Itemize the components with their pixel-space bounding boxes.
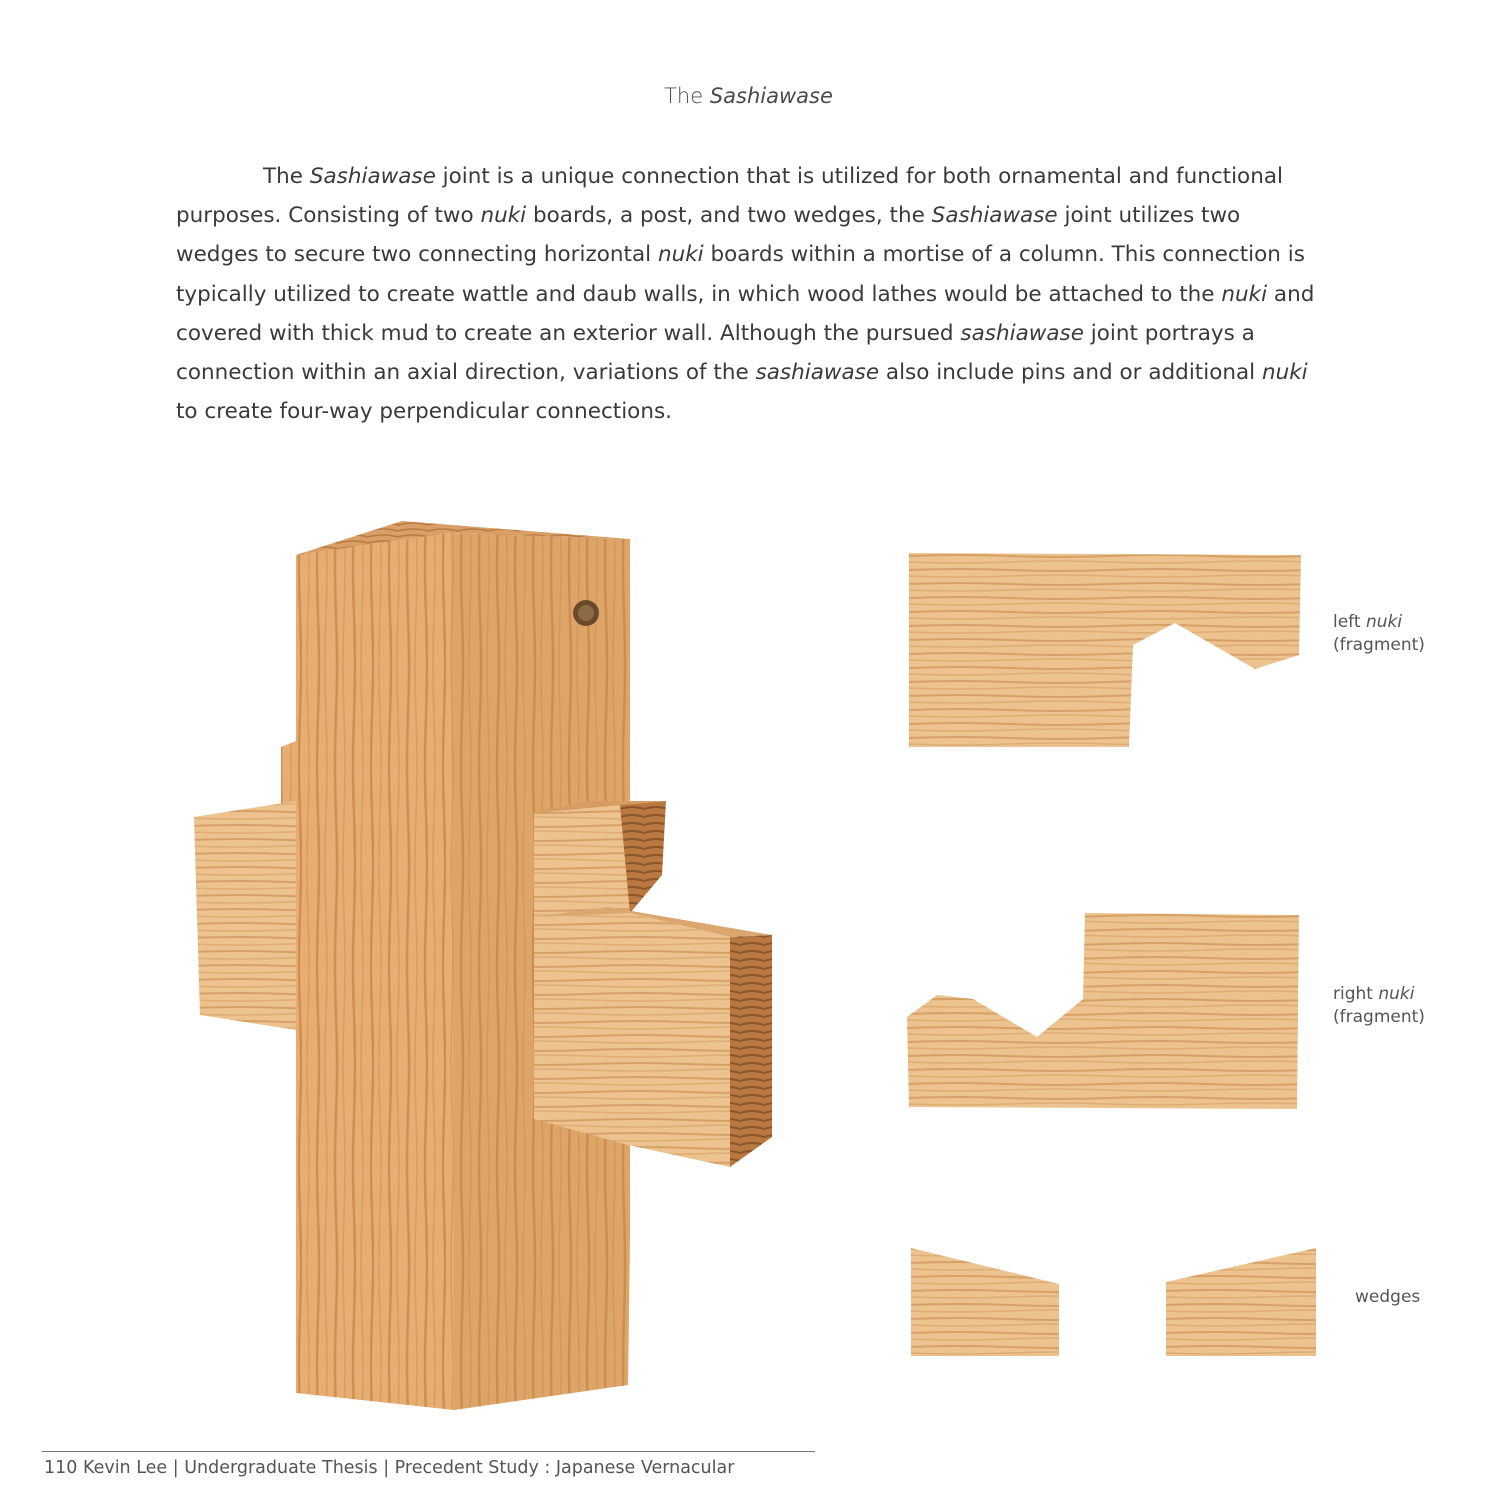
paragraph-emphasis: Sashiawase: [931, 203, 1058, 229]
body-paragraph: [176, 157, 1326, 431]
left-wedge-shape: [911, 1248, 1059, 1356]
paragraph-run: boards, a post, and two wedges, the: [526, 203, 932, 229]
right-nuki-photo: [907, 913, 1301, 1109]
right-nuki-end: [730, 935, 772, 1167]
paragraph-run: also include pins and or additional: [879, 360, 1262, 386]
right-wedge-shape: [1166, 1248, 1316, 1356]
paragraph-run: joint portrays a connection within an axial direction, variations of the: [176, 320, 1255, 386]
caption-left-fragment: (fragment): [1333, 635, 1425, 655]
caption-right-nuki: [1333, 983, 1425, 1029]
left-nuki-front: [194, 801, 296, 1030]
assembled-joint-photo: [188, 515, 780, 1410]
paragraph-run: boards within a mortise of a column. This connection is typically utilized to create wattle and daub walls, in which wood lathes would be attached to the: [176, 242, 1305, 307]
paragraph-emphasis: Sashiawase: [309, 164, 436, 189]
post-front-face: [296, 533, 454, 1410]
paragraph-emphasis: nuki: [480, 203, 527, 229]
caption-right-fragment: (fragment): [1333, 1007, 1425, 1027]
caption-left-emph: nuki: [1365, 612, 1403, 632]
paragraph-emphasis: sashiawase: [755, 360, 880, 386]
caption-wedges: wedges: [1355, 1287, 1421, 1307]
paragraph-text: [176, 157, 1326, 431]
page-title: [0, 84, 1497, 108]
page-footer: 110 Kevin Lee | Undergraduate Thesis | Precedent Study : Japanese Vernacular: [44, 1458, 735, 1478]
paragraph-run: to create four-way perpendicular connections.: [176, 399, 672, 425]
title-prefix: The: [664, 84, 710, 108]
caption-left-word: left: [1333, 612, 1366, 632]
paragraph-run: joint is a unique connection that is utilized for both ornamental and functional purposes. Consisting of two: [176, 164, 1283, 229]
paragraph-emphasis: nuki: [657, 242, 704, 268]
footer-divider: [42, 1451, 815, 1452]
left-nuki-shape: [909, 553, 1301, 747]
paragraph-emphasis: nuki: [1261, 360, 1308, 386]
paragraph-emphasis: sashiawase: [960, 320, 1084, 346]
title-emphasis: Sashiawase: [709, 84, 833, 108]
left-nuki-photo: [909, 553, 1301, 748]
wedge-front: [534, 805, 630, 917]
right-nuki-shape: [907, 913, 1299, 1109]
right-wedge-photo: [1166, 1246, 1318, 1358]
caption-left-nuki: [1333, 611, 1425, 657]
paragraph-emphasis: nuki: [1221, 281, 1268, 307]
paragraph-run: joint utilizes two wedges to secure two connecting horizontal: [176, 203, 1241, 268]
left-wedge-photo: [909, 1246, 1061, 1358]
paragraph-run: and covered with thick mud to create an exterior wall. Although the pursued: [176, 281, 1315, 346]
wood-knot-center: [578, 605, 594, 621]
paragraph-run: The: [263, 164, 310, 189]
caption-right-emph: nuki: [1378, 984, 1415, 1004]
caption-right-word: right: [1333, 984, 1379, 1004]
